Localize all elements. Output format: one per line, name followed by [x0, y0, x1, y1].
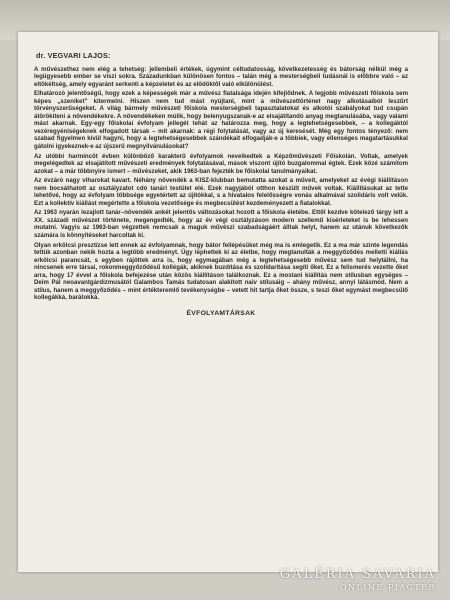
watermark-logo [280, 567, 436, 592]
paragraph-4: Az évzáró nagy viharokat kavart. Néhány növendék a KISZ-klubban bemutatta azokat a műveit, amelyeket az évégi kiállításon nem bocsáthatott az osztályzatot cdó tanári testület elé. Ezek nagyjából otthon készült művek voltak. Kiállításukat az tette lehetővé, hogy az évfolyam többsége egyetértett az újítókkal, s a hivatalos felelősségre vonás alkalmával szolidáris volt velük. Ezt a kollektív kiállást megértette a főiskola vezetősége és megbecsülést kezdeményezett a fiatalokkal. [34, 177, 408, 207]
signature: ÉVFOLYAMTÁRSAK [186, 309, 256, 317]
paragraph-3: Az utóbbi harmincöt évben különböző karakterű évfolyamok nevelkedtek a Képzőművészeti Főiskolán. Voltak, amelyek megelégedtek az elsajátított művészeti eredmények folytatásával, mások viszont újító buzgalommal égtek. Ezek közé számítom azokat – a már többnyire ismert – művészeket, akik 1963-ban fejezték be főiskolai tanulmányaikat. [34, 152, 408, 175]
author-heading: dr. VEGVARI LAJOS: [36, 51, 111, 60]
paragraph-2: Elhatározó jelentőségű, hogy ezek a képességek már a művész fiatalsága idején kifejlődnek. A legjobb művészeti főiskola sem képes „szeniket” kitermelni. Hiszen nem tud mást nyújtani, mint a művészettörténet nagy alkotásaiból leszűrt törvényszerűségeket. A világ bármely művészeti főiskola mesterségbeli tapasztalatokat és alkotói szabályokat tud csupán átörökíteni a növendékekre. A növendékeken múlik, hogy belenyugszanak-e az elsajátítandó anyag megtanulásába, vagy valami mást akarnak. Egy-egy főiskolai évfolyam jellegét tehát az határozza meg, hogy a legtehetségesebbek, – a kollegáktól vezéregyéniségeknek elfogadott társak – mit akarnak: a régi folytatását, vagy az új keresését. Még egy fontos tényező: nem szabad figyelmen kívül hagyni, hogy a legtehetségesebbek szándékait elfogadják-e a többiek, vagy ellenséges magatartásukkal gátolni igyekeznek-e az újszerű megnyilvánulásokat? [34, 90, 408, 151]
paragraph-1: A művészethez nem elég a tehetség: jellembeli értékek, úgymint céltudatosság, következetesség és bátorság nélkül még a legügyesebb ember se viszi sokra. Századunkban különösen fontos – talán még a mesterségbeli tudásnál is előbbre való – az eltökéltség, amely egyaránt serkenti a képzeletet és az elődöktől való elkülönülést. [34, 65, 408, 88]
watermark-title: GALÉRIA SAVARIA [279, 567, 436, 582]
document-body [34, 52, 408, 318]
paragraph-5: Az 1963 nyarán lezajlott tanár–növendék ankét jelentős változásokat hozott a főiskola életébe. Ettől kezdve kötelező tárgy lett a XX. századi művészet története, megengedték, hogy az év végi osztályzáson modern szellemű kísérleteket is be lehessen mutatni. Vagyis az 1963-ban végzettek nemcsak a maguk művészi szabadságáért álltak helyt, hanem az utánuk következők számára is könnyítéseket harcoltak ki. [34, 209, 408, 240]
watermark-subtitle: ONLINE PIACTÉR [339, 583, 436, 592]
paragraph-6: Olyan erkölcsi presztízse lett ennek az évfolyamnak, hogy bátor fellépésüket még ma is emlegetik. Ez a ma már szinte legendás tettük azonban nekik hozta a legtöbb eredményt. Úgy léphettek ki az életbe, hogy megtanulták a meggyőződés melletti kiállás erkölcsi parancsát, s egyben rájöttek arra is, hogy egymagában még a legtehetségesebb művész sem tud helytállni, ha nincsenek erre társai, rokonmeggyőződésű kollégák, akiknek buzdítása és szolidaritása segíti őket. Ez a felismerés vezette őket arra, hogy 17 évvel a főiskola befejezése után közös kiállításon találkoznak. Ez a mostani kiállítás nem stílusban egységes – Deim Pál neoavantgárdizmusától Galambos Tamás tudatosan alakított naiv stílusáig – ahány művész, annyi látásmód. Nem a stílus, hanem a meggyőződés – mint értékteremlő tevékenységbe – vetett hit tartja őket össze, s teszi őket egymást megbecsülő kollegákká, barátokká. [34, 241, 408, 302]
